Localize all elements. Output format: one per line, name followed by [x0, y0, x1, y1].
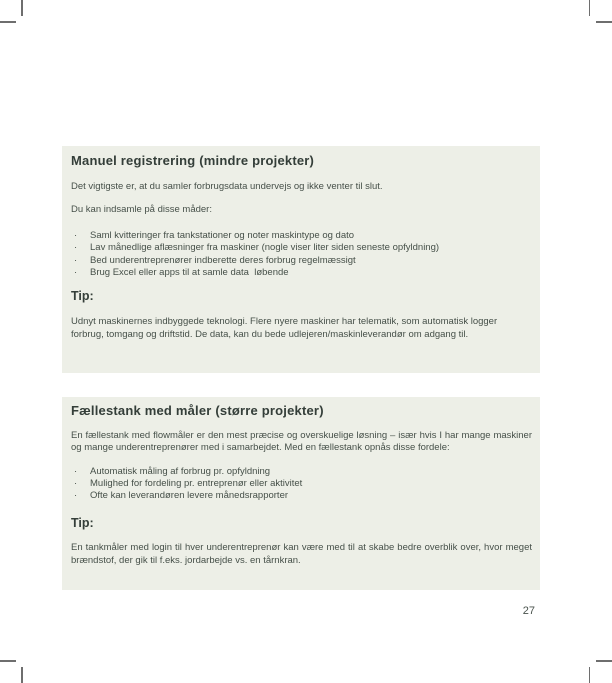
- list-item: [71, 230, 532, 242]
- crop-mark-bottom-right-horizontal: [596, 660, 612, 662]
- list-item: [71, 478, 532, 490]
- section-manual-registration: [62, 146, 540, 373]
- crop-mark-bottom-right-vertical: [589, 667, 591, 683]
- list-item-text: Lav månedlige aflæsninger fra maskiner (nogle viser liter siden seneste opfyldning): [90, 242, 440, 254]
- bullet-dot-icon: ·: [74, 242, 78, 254]
- section-heading: Manuel registrering (mindre projekter): [71, 153, 315, 168]
- bullet-dot-icon: ·: [74, 477, 78, 489]
- list-item: [71, 255, 532, 267]
- page-number: 27: [522, 605, 535, 617]
- section-paragraph: En fællestank med flowmåler er den mest præcise og overskuelige løsning – især hvis I har mange maskiner og mange underentreprenører med i samarbejdet. Med en fællestank opnås disse fordele:: [71, 429, 532, 453]
- bullet-list: [71, 230, 532, 279]
- list-item-text: Brug Excel eller apps til at samle data løbende: [90, 266, 289, 278]
- crop-mark-top-right-vertical: [589, 0, 591, 16]
- section-paragraph: Det vigtigste er, at du samler forbrugsdata undervejs og ikke venter til slut.: [71, 181, 383, 192]
- list-item-text: Bed underentreprenører indberette deres forbrug regelmæssigt: [90, 254, 356, 266]
- bullet-dot-icon: ·: [74, 254, 78, 266]
- bullet-dot-icon: ·: [74, 465, 78, 477]
- crop-mark-top-left-horizontal: [0, 21, 16, 23]
- tip-paragraph: En tankmåler med login til hver underentreprenør kan være med til at skabe bedre overblik over, hvor meget brændstof, der gik til f.eks. jordarbejde vs. en tårnkran.: [71, 542, 532, 566]
- crop-mark-bottom-left-horizontal: [0, 660, 16, 662]
- bullet-list: [71, 466, 532, 503]
- crop-mark-top-right-horizontal: [596, 21, 612, 23]
- section-shared-tank: [62, 397, 540, 590]
- tip-paragraph: Udnyt maskinernes indbyggede teknologi. Flere nyere maskiner har telematik, som automatisk logger forbrug, tomgang og driftstid. De data, kan du bede udlejeren/maskinleverandør om adgang til.: [71, 316, 498, 340]
- crop-mark-top-left-vertical: [21, 0, 23, 16]
- list-item: [71, 242, 532, 254]
- list-item-text: Ofte kan leverandøren levere månedsrapporter: [90, 490, 289, 502]
- list-item-text: Saml kvitteringer fra tankstationer og noter maskintype og dato: [90, 230, 355, 241]
- list-item-text: Automatisk måling af forbrug pr. opfyldning: [90, 465, 271, 477]
- tip-heading: Tip:: [71, 516, 94, 531]
- list-item-text: Mulighed for fordeling pr. entreprenør eller aktivitet: [90, 477, 303, 489]
- section-paragraph: Du kan indsamle på disse måder:: [71, 204, 212, 215]
- list-item: [71, 267, 532, 279]
- bullet-dot-icon: ·: [74, 490, 78, 502]
- bullet-dot-icon: ·: [74, 266, 78, 278]
- list-item: [71, 490, 532, 502]
- bullet-dot-icon: ·: [74, 230, 78, 241]
- tip-heading: Tip:: [71, 289, 94, 304]
- list-item: [71, 466, 532, 478]
- crop-mark-bottom-left-vertical: [21, 667, 23, 683]
- section-heading: Fællestank med måler (større projekter): [71, 403, 324, 418]
